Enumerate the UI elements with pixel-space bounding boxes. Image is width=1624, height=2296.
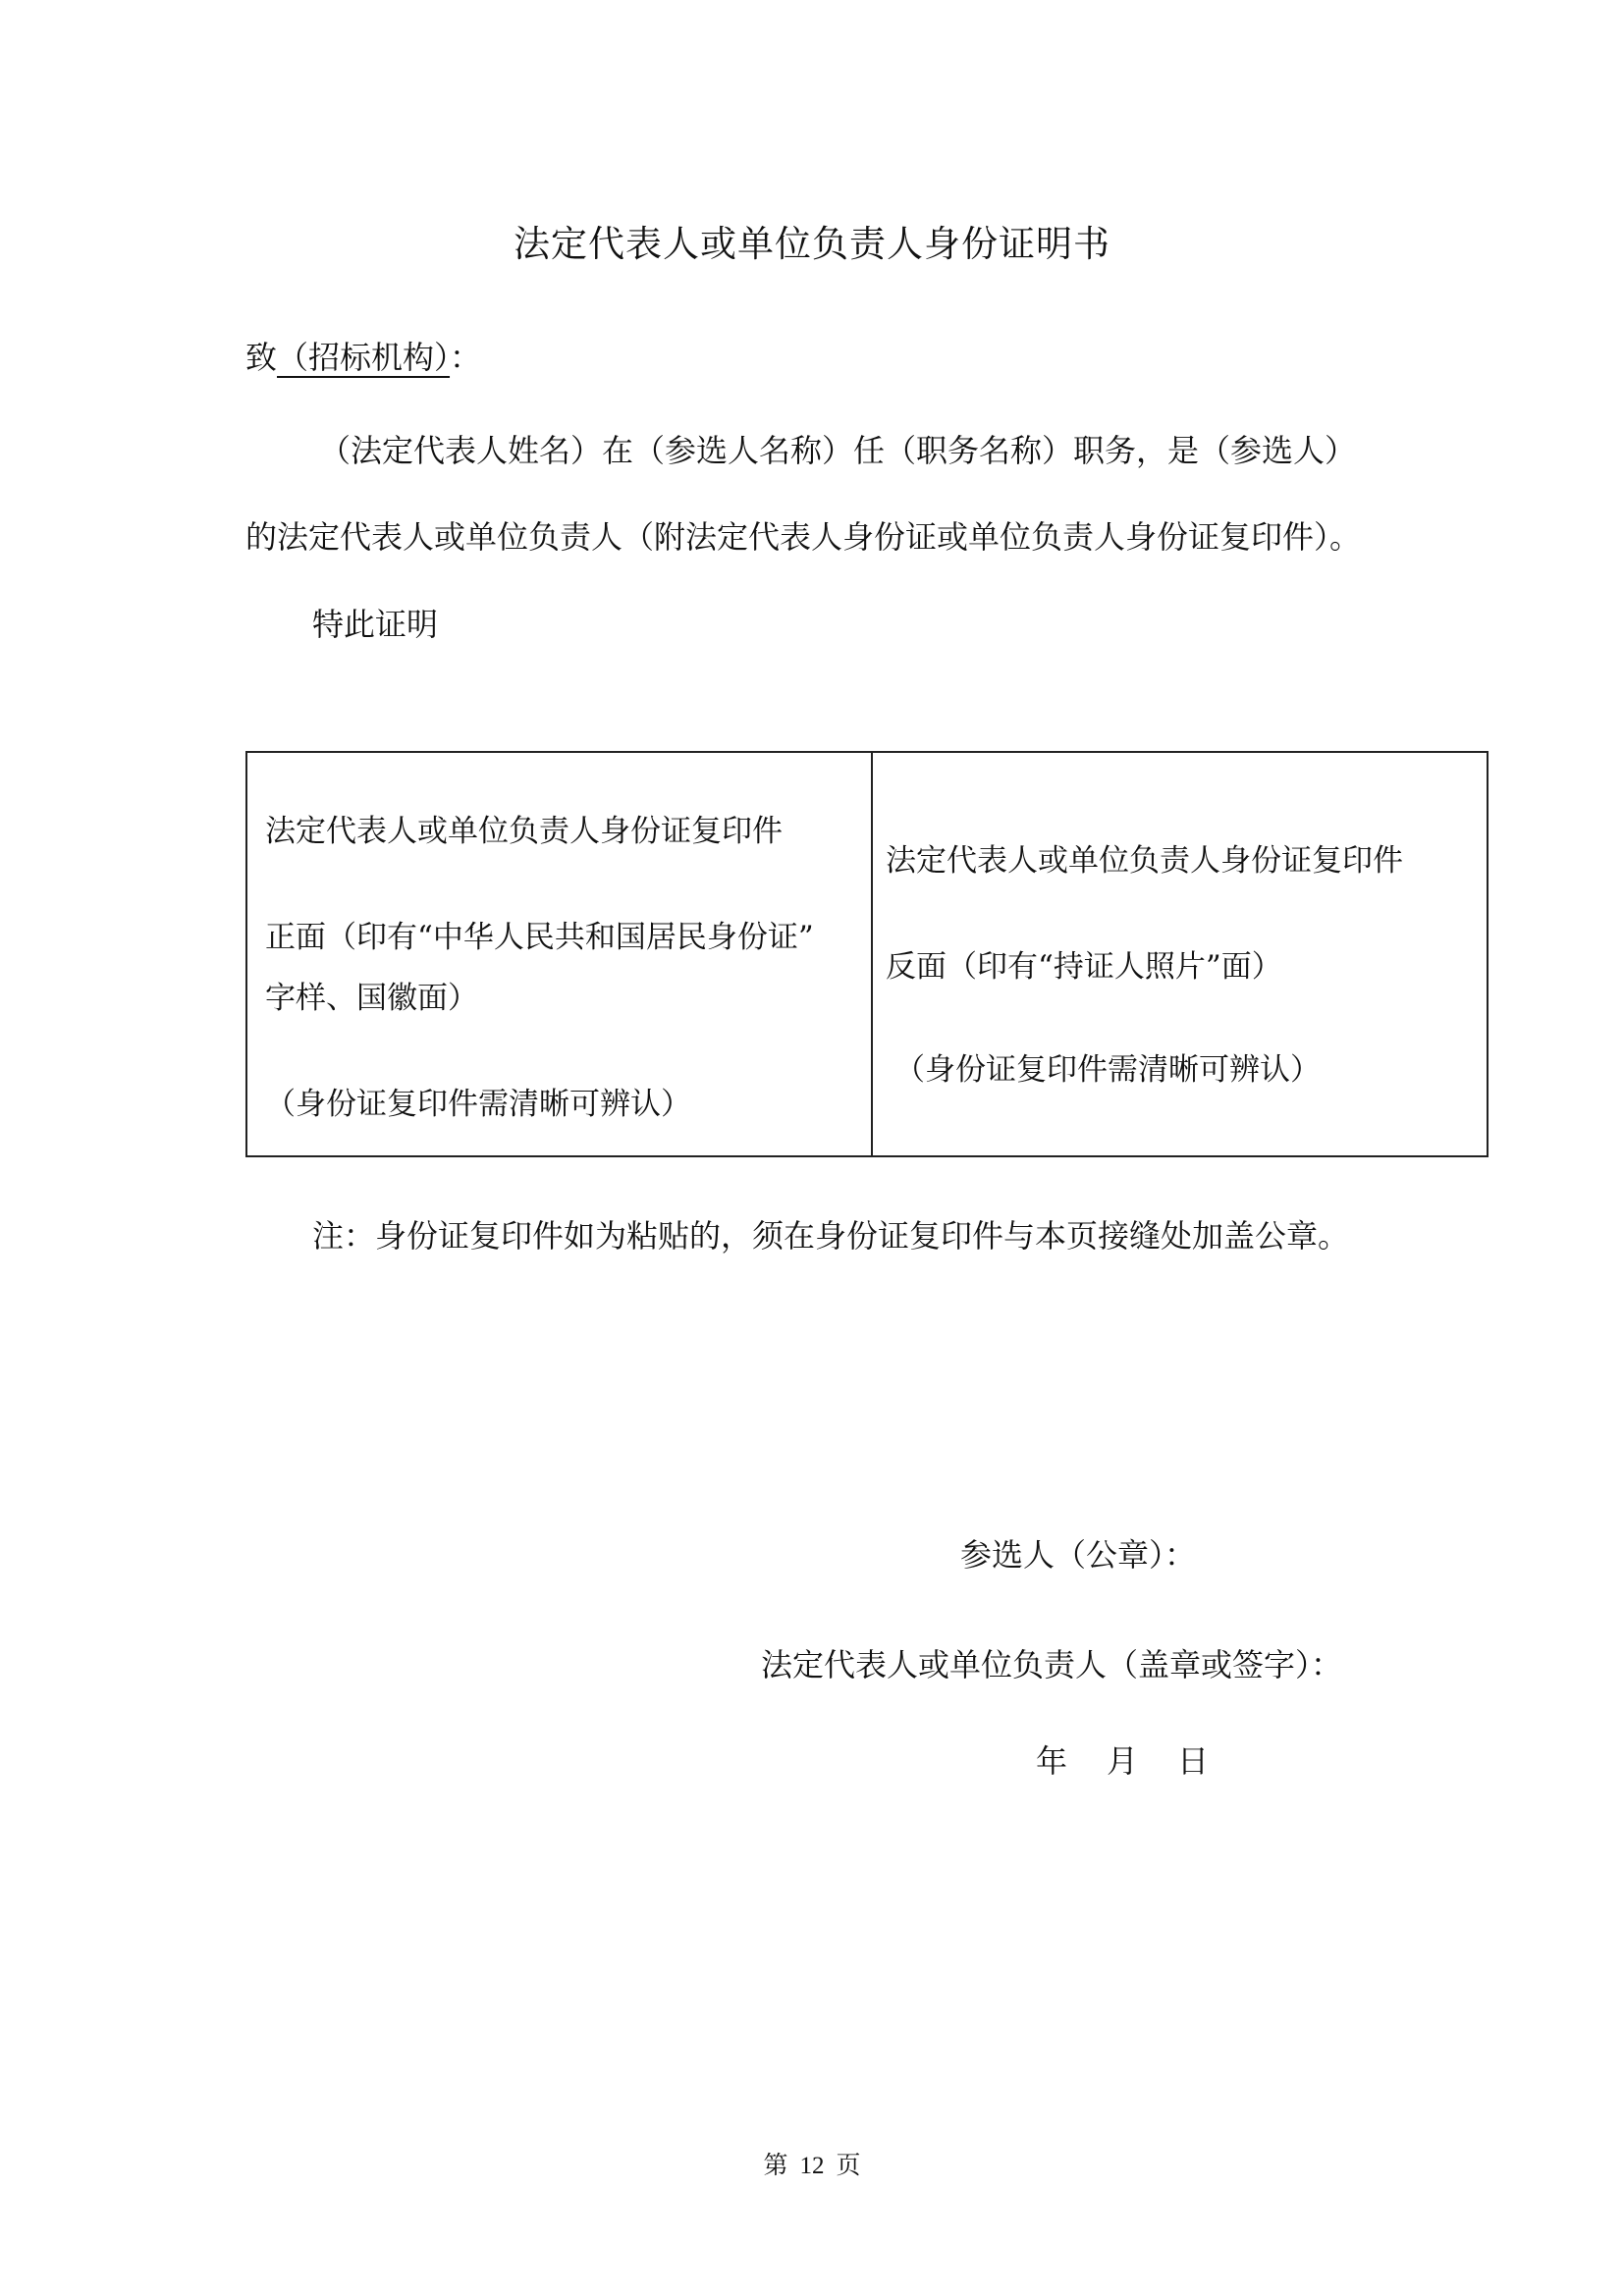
id-back-cell [873, 753, 1487, 1155]
date-month: 月 [1107, 1742, 1139, 1780]
certify-statement: 特此证明 [312, 606, 439, 643]
id-front-line-3: 字样、国徽面） [265, 981, 478, 1016]
recipient-suffix: ： [450, 339, 482, 376]
id-front-line-1: 法定代表人或单位负责人身份证复印件 [265, 814, 783, 849]
date-year: 年 [1036, 1742, 1068, 1780]
page-prefix: 第 [763, 2151, 788, 2179]
date-day: 日 [1177, 1742, 1210, 1780]
id-front-line-2: 正面（印有“中华人民共和国居民身份证” [265, 920, 814, 955]
body-line-1: （法定代表人姓名）在（参选人名称）任（职务名称）职务，是（参选人） [319, 432, 1357, 469]
signature-party: 参选人（公章）： [960, 1536, 1197, 1574]
id-back-line-3: （身份证复印件需清晰可辨认） [894, 1052, 1321, 1088]
note-text: 注：身份证复印件如为粘贴的，须在身份证复印件与本页接缝处加盖公章。 [312, 1217, 1350, 1255]
page-number-value: 12 [799, 2153, 825, 2179]
recipient-prefix: 致 [245, 339, 278, 376]
recipient-name: （招标机构） [277, 339, 451, 376]
id-front-cell [247, 753, 873, 1155]
id-back-line-1: 法定代表人或单位负责人身份证复印件 [886, 843, 1403, 879]
body-line-2: 的法定代表人或单位负责人（附法定代表人身份证或单位负责人身份证复印件）。 [245, 518, 1362, 556]
page-suffix: 页 [836, 2151, 861, 2179]
signature-representative: 法定代表人或单位负责人（盖章或签字）： [761, 1646, 1343, 1683]
id-front-line-4: （身份证复印件需清晰可辨认） [265, 1087, 691, 1122]
signature-date [1036, 1742, 1209, 1780]
id-copy-table [245, 751, 1489, 1157]
id-back-line-2: 反面（印有“持证人照片”面） [886, 949, 1282, 985]
document-title: 法定代表人或单位负责人身份证明书 [514, 223, 1110, 265]
recipient-line [245, 339, 481, 376]
page-number [0, 2146, 1624, 2181]
